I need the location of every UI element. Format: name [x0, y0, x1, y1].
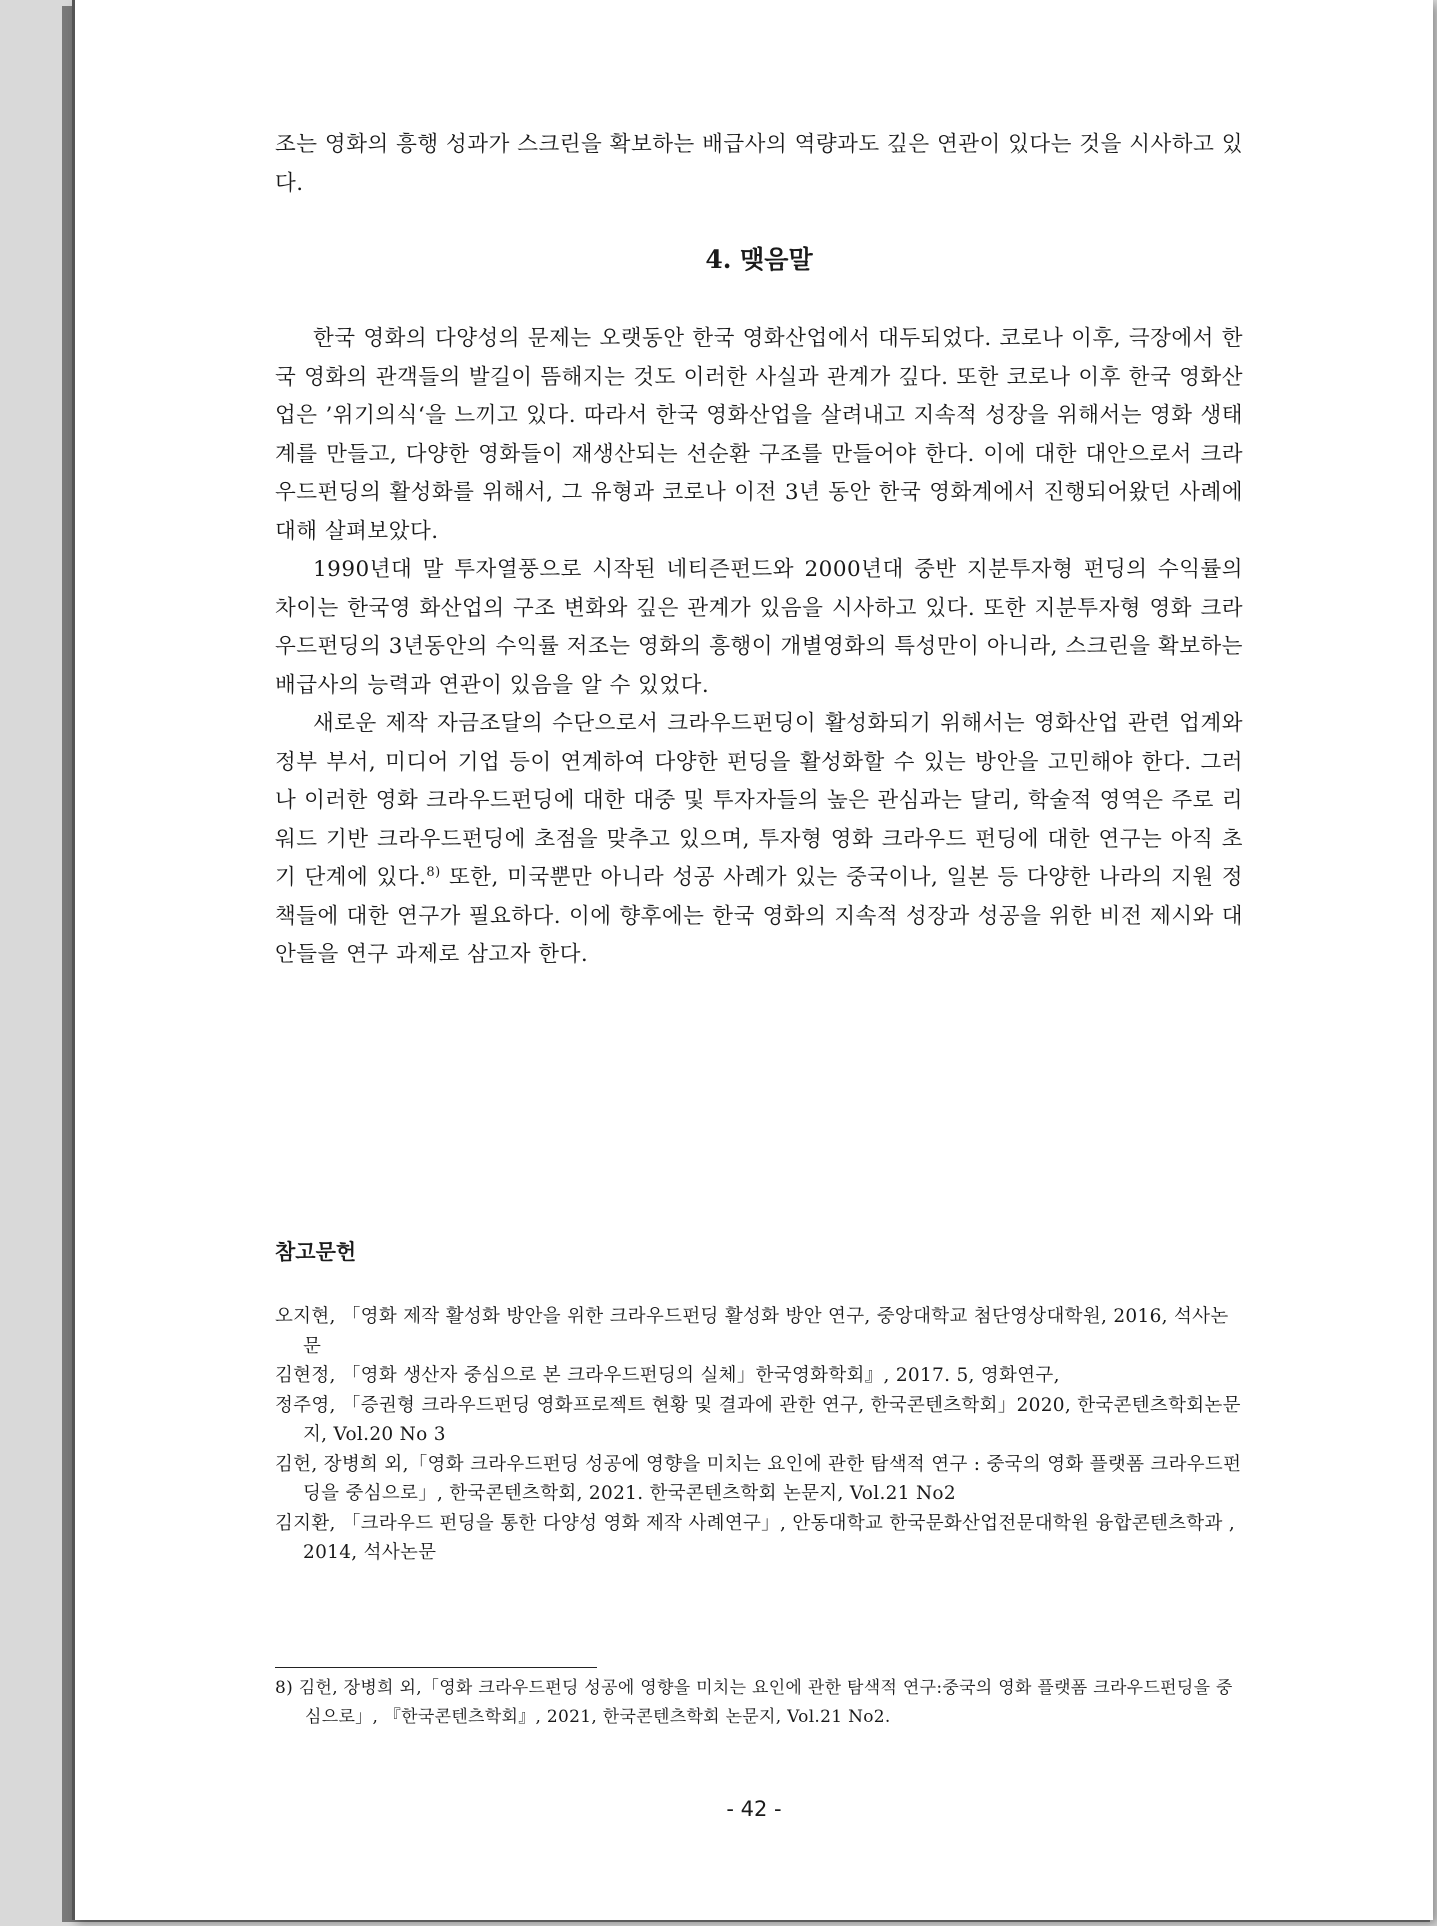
- footnote-divider: [275, 1667, 597, 1668]
- references-list: [275, 1302, 1243, 1568]
- section-title: 4. 맺음말: [705, 245, 813, 274]
- references-heading: 참고문헌: [275, 1240, 357, 1264]
- footnote-marker[interactable]: 8): [426, 864, 441, 880]
- page-number: - 42 -: [726, 1797, 782, 1821]
- paragraph-3-tail: 또한, 미국뿐만 아니라 성공 사례가 있는 중국이나, 일본 등 다양한 나라의 지원 정책들에 대한 연구가 필요하다. 이에 향후에는 한국 영화의 지속적 성장과 성공을 위한 비전 제시와 대안들을 연구 과제로 삼고자 한다.: [275, 865, 1243, 967]
- paragraph-3-text: 새로운 제작 자금조달의 수단으로서 크라우드펀딩이 활성화되기 위해서는 영화산업 관련 업계와 정부 부서, 미디어 기업 등이 연계하여 다양한 펀딩을 활성화할 수 있는 방안을 고민해야 한다. 그러나 이러한 영화 크라우드펀딩에 대한 대중 및 투자자들의 높은 관심과는 달리, 학술적 영역은 주로 리워드 기반 크라우드펀딩에 초점을 맞추고 있으며, 투자형 영화 크라우드 펀딩에 대한 연구는 아직 초기 단계에 있다.: [275, 711, 1243, 890]
- intro-paragraph: 조는 영화의 흥행 성과가 스크린을 확보하는 배급사의 역량과도 깊은 연관이 있다는 것을 시사하고 있다.: [275, 132, 1243, 196]
- paragraph-3: [275, 705, 1243, 975]
- reference-entry: 정주영, 「증권형 크라우드펀딩 영화프로젝트 현황 및 결과에 관한 연구, 한국콘텐츠학회」2020, 한국콘텐츠학회논문지, Vol.20 No 3: [275, 1394, 1241, 1445]
- reference-entry: 김헌, 장병희 외,「영화 크라우드펀딩 성공에 영향을 미치는 요인에 관한 탐색적 연구 : 중국의 영화 플랫폼 크라우드펀딩을 중심으로」, 한국콘텐츠학회, 2021. 한국콘텐츠학회 논문지, Vol.21 No2: [275, 1453, 1242, 1504]
- section-body: [275, 320, 1243, 975]
- document-page: [72, 0, 1433, 1920]
- reference-entry: 김현정, 「영화 생산자 중심으로 본 크라우드펀딩의 실체」한국영화학회』, 2017. 5, 영화연구,: [275, 1365, 1060, 1386]
- paragraph-2: 1990년대 말 투자열풍으로 시작된 네티즌펀드와 2000년대 중반 지분투자형 펀딩의 수익률의 차이는 한국영 화산업의 구조 변화와 깊은 관계가 있음을 시사하고 있다. 또한 지분투자형 영화 크라우드펀딩의 3년동안의 수익률 저조는 영화의 흥행이 개별영화의 특성만이 아니라, 스크린을 확보하는 배급사의 능력과 연관이 있음을 알 수 있었다.: [275, 557, 1243, 698]
- paragraph-1: 한국 영화의 다양성의 문제는 오랫동안 한국 영화산업에서 대두되었다. 코로나 이후, 극장에서 한국 영화의 관객들의 발길이 뜸해지는 것도 이러한 사실과 관계가 깊다. 또한 코로나 이후 한국 영화산업은 ’위기의식‘을 느끼고 있다. 따라서 한국 영화산업을 살려내고 지속적 성장을 위해서는 영화 생태계를 만들고, 다양한 영화들이 재생산되는 선순환 구조를 만들어야 한다. 이에 대한 대안으로서 크라우드펀딩의 활성화를 위해서, 그 유형과 코로나 이전 3년 동안 한국 영화계에서 진행되어왔던 사례에 대해 살펴보았다.: [275, 326, 1243, 544]
- footnote: 8) 김헌, 장병희 외,「영화 크라우드펀딩 성공에 영향을 미치는 요인에 관한 탐색적 연구:중국의 영화 플랫폼 크라우드펀딩을 중심으로」, 『한국콘텐츠학회』, 2021, 한국콘텐츠학회 논문지, Vol.21 No2.: [275, 1678, 1233, 1727]
- reference-entry: 김지환, 「크라우드 펀딩을 통한 다양성 영화 제작 사례연구」, 안동대학교 한국문화산업전문대학원 융합콘텐츠학과 , 2014, 석사논문: [275, 1512, 1235, 1563]
- reference-entry: 오지현, 「영화 제작 활성화 방안을 위한 크라우드펀딩 활성화 방안 연구, 중앙대학교 첨단영상대학원, 2016, 석사논문: [275, 1306, 1229, 1357]
